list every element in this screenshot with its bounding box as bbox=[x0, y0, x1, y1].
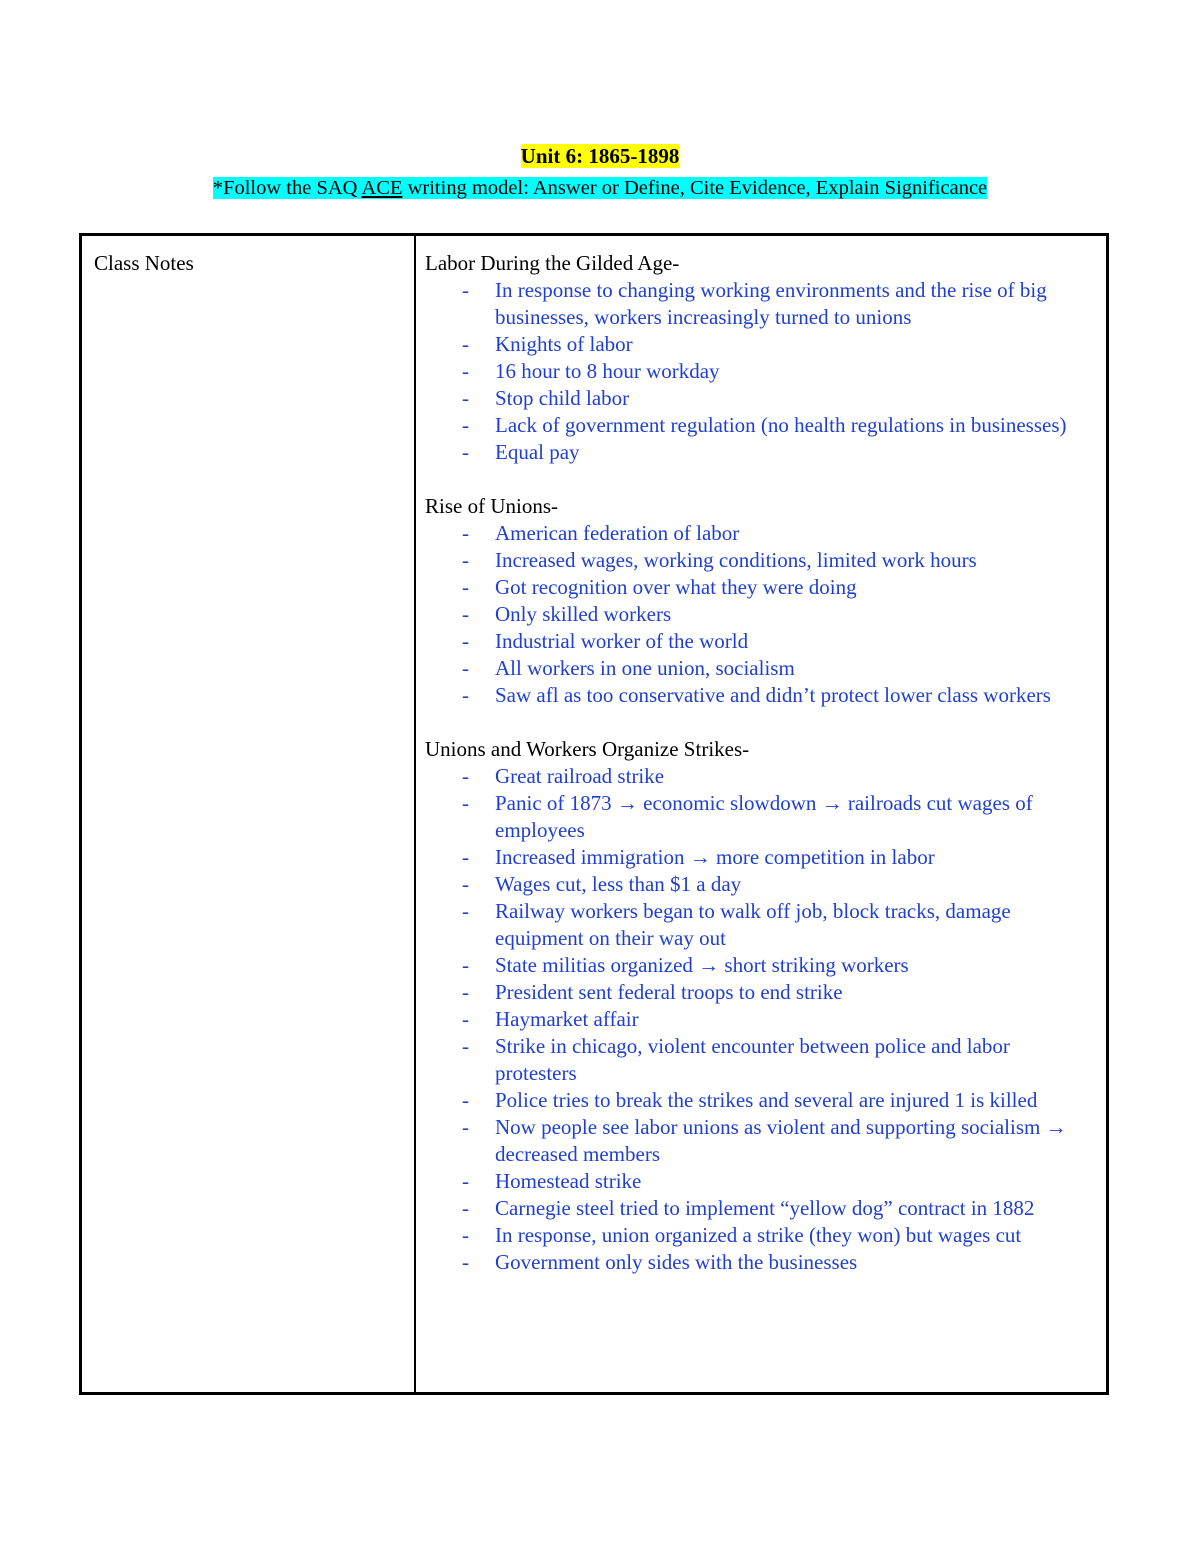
list-item: - In response, union organized a strike (they won) but wages cut bbox=[425, 1222, 1096, 1249]
notes-section bbox=[425, 249, 1096, 466]
list-item: - Industrial worker of the world bbox=[425, 628, 1096, 655]
notes-section bbox=[425, 492, 1096, 709]
list-item: - Police tries to break the strikes and several are injured 1 is killed bbox=[425, 1087, 1096, 1114]
list-item: - State militias organized → short striking workers bbox=[425, 952, 1096, 979]
right-column bbox=[416, 236, 1106, 1392]
list-item: - American federation of labor bbox=[425, 520, 1096, 547]
list-item: - All workers in one union, socialism bbox=[425, 655, 1096, 682]
list-item: - Now people see labor unions as violent and supporting socialism → decreased members bbox=[425, 1114, 1096, 1168]
list-item: - Carnegie steel tried to implement “yellow dog” contract in 1882 bbox=[425, 1195, 1096, 1222]
list-item: - Saw afl as too conservative and didn’t protect lower class workers bbox=[425, 682, 1096, 709]
list-item: - Only skilled workers bbox=[425, 601, 1096, 628]
list-item: - Increased immigration → more competition in labor bbox=[425, 844, 1096, 871]
list-item: - Great railroad strike bbox=[425, 763, 1096, 790]
page-title-text: Unit 6: 1865-1898 bbox=[520, 144, 680, 168]
instruction-prefix: *Follow the SAQ bbox=[212, 177, 362, 199]
list-item: - 16 hour to 8 hour workday bbox=[425, 358, 1096, 385]
notes-table bbox=[79, 233, 1109, 1395]
bullet-list bbox=[425, 763, 1096, 1276]
section-heading: Labor During the Gilded Age- bbox=[425, 251, 680, 275]
list-item: - Railway workers began to walk off job, block tracks, damage equipment on their way out bbox=[425, 898, 1096, 952]
list-item: - Increased wages, working conditions, limited work hours bbox=[425, 547, 1096, 574]
class-notes-label: Class Notes bbox=[94, 251, 194, 275]
section-heading: Rise of Unions- bbox=[425, 494, 558, 518]
list-item: - President sent federal troops to end strike bbox=[425, 979, 1096, 1006]
bullet-list bbox=[425, 520, 1096, 709]
list-item: - Knights of labor bbox=[425, 331, 1096, 358]
instruction-line bbox=[0, 174, 1200, 202]
list-item: - Stop child labor bbox=[425, 385, 1096, 412]
left-column bbox=[82, 236, 416, 1392]
list-item: - Haymarket affair bbox=[425, 1006, 1096, 1033]
list-item: - In response to changing working environments and the rise of big businesses, workers increasingly turned to unions bbox=[425, 277, 1096, 331]
bullet-list bbox=[425, 277, 1096, 466]
list-item: - Wages cut, less than $1 a day bbox=[425, 871, 1096, 898]
list-item: - Panic of 1873 → economic slowdown → railroads cut wages of employees bbox=[425, 790, 1096, 844]
instruction-suffix: writing model: Answer or Define, Cite Evidence, Explain Significance bbox=[402, 177, 988, 199]
list-item: - Strike in chicago, violent encounter between police and labor protesters bbox=[425, 1033, 1096, 1087]
instruction-ace: ACE bbox=[361, 177, 403, 199]
list-item: - Government only sides with the businesses bbox=[425, 1249, 1096, 1276]
list-item: - Lack of government regulation (no health regulations in businesses) bbox=[425, 412, 1096, 439]
instruction-highlight bbox=[213, 177, 987, 199]
section-heading: Unions and Workers Organize Strikes- bbox=[425, 737, 750, 761]
list-item: - Got recognition over what they were doing bbox=[425, 574, 1096, 601]
notes-section bbox=[425, 735, 1096, 1276]
page-title bbox=[0, 142, 1200, 170]
list-item: - Homestead strike bbox=[425, 1168, 1096, 1195]
list-item: - Equal pay bbox=[425, 439, 1096, 466]
